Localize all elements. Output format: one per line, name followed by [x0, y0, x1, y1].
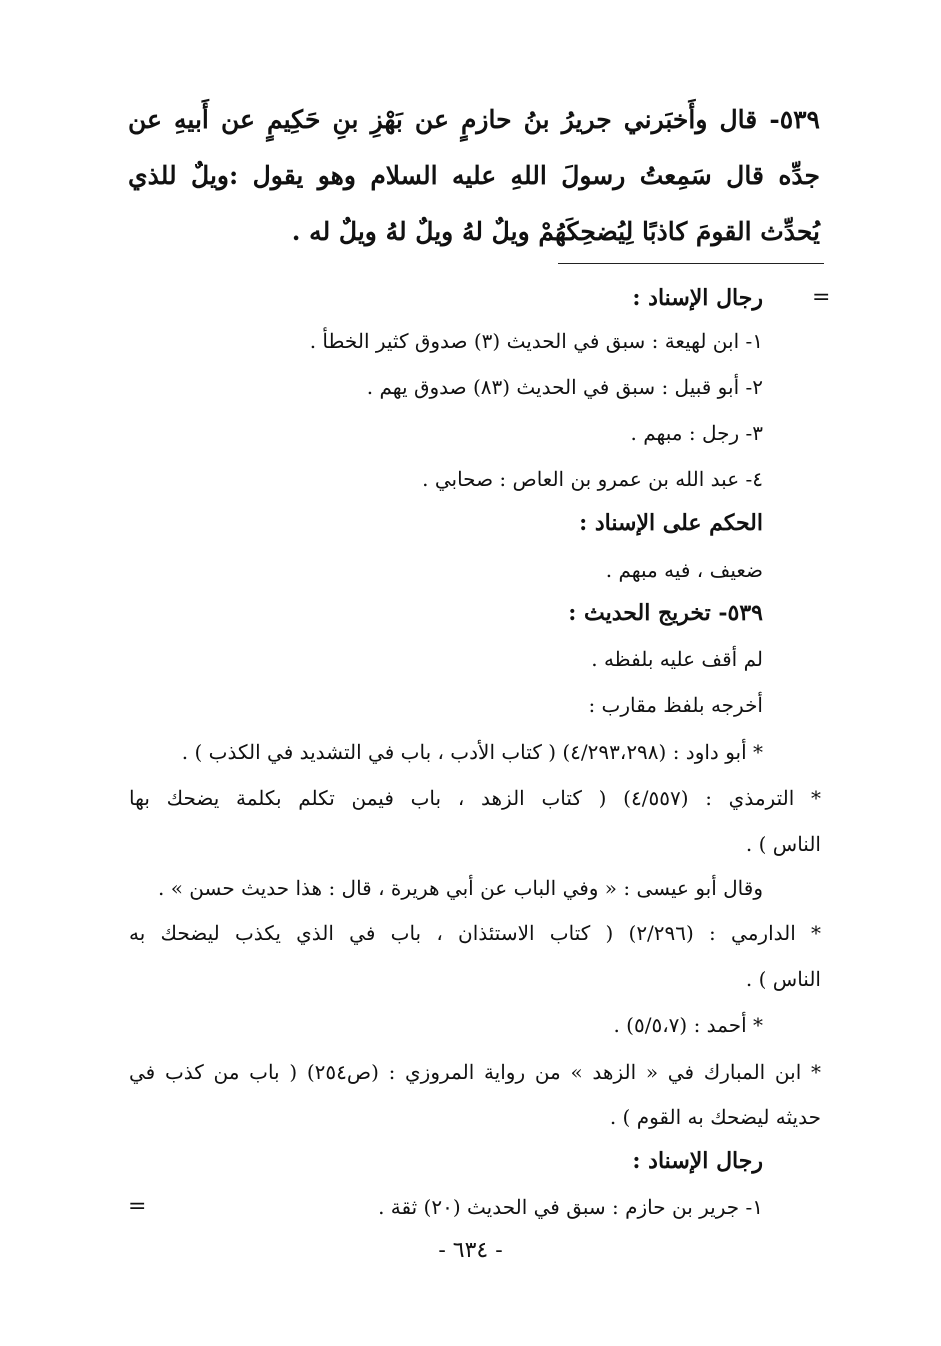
narrator-1: ١- ابن لهيعة : سبق في الحديث (٣) صدوق كثير الخطأ .	[309, 329, 763, 353]
narrator-3: ٣- رجل : مبهم .	[630, 421, 763, 445]
narrator-2: ٢- أبو قبيل : سبق في الحديث (٨٣) صدوق يهم .	[366, 375, 763, 399]
continuation-marker-bottom: =	[128, 1194, 147, 1219]
source-mubarak-line-1: * ابن المبارك في « الزهد » من رواية المروزي : (ص٢٥٤) ( باب من كذب في	[129, 1060, 821, 1084]
hadith-text-block	[128, 92, 820, 260]
takhrij-heading: ٥٣٩- تخريج الحديث :	[568, 600, 763, 626]
footnote-divider	[558, 263, 824, 264]
continuation-marker-top: =	[812, 285, 831, 310]
hukm-text: ضعيف ، فيه مبهم .	[605, 558, 763, 582]
takhrij-line-2: أخرجه بلفظ مقارب :	[588, 693, 763, 717]
hukm-heading: الحكم على الإسناد :	[579, 510, 763, 536]
rijal-heading: رجال الإسناد :	[632, 285, 763, 311]
takhrij-line-1: لم أقف عليه بلفظه .	[591, 647, 763, 671]
abuisa-comment: وقال أبو عيسى : « وفي الباب عن أبي هريرة ، قال : هذا حديث حسن » .	[157, 876, 763, 900]
source-tirmidhi-line-2: الناس ) .	[745, 832, 821, 856]
rijal2-heading: رجال الإسناد :	[632, 1148, 763, 1174]
narrator-4: ٤- عبد الله بن عمرو بن العاص : صحابي .	[422, 467, 763, 491]
source-darimi-line-2: الناس ) .	[745, 967, 821, 991]
source-darimi-line-1: * الدارمي : (٢/٢٩٦) ( كتاب الاستئذان ، باب في الذي يكذب ليضحك به	[129, 921, 821, 945]
page-number: - ٦٣٤ -	[438, 1238, 503, 1263]
source-tirmidhi-line-1: * الترمذي : (٤/٥٥٧) ( كتاب الزهد ، باب فيمن تكلم بكلمة يضحك بها	[129, 786, 821, 810]
source-ahmad: * أحمد : (٥/٥،٧) .	[613, 1013, 763, 1037]
hadith-number: ٥٣٩-	[769, 105, 820, 134]
narrator2-1: ١- جرير بن حازم : سبق في الحديث (٢٠) ثقة .	[378, 1195, 763, 1219]
source-abudawud: * أبو داود : (٤/٢٩٣،٢٩٨) ( كتاب الأدب ، باب في التشديد في الكذب ) .	[181, 740, 763, 764]
hadith-text: قال وأَخبَرني جريرُ بنُ حازمٍ عن بَهْزِ بنِ حَكِيمٍ عن أَبيهِ عن جدِّه قال سَمِعتُ رسولَ اللهِ عليه السلام وهو يقول :ويلٌ للذي يُحدِّث القومَ كاذبًا لِيُضحِكَهُمْ ويلٌ لهُ ويلٌ لهُ ويلٌ له .	[128, 105, 820, 246]
source-mubarak-line-2: حديثه ليضحك به القوم ) .	[609, 1105, 821, 1129]
